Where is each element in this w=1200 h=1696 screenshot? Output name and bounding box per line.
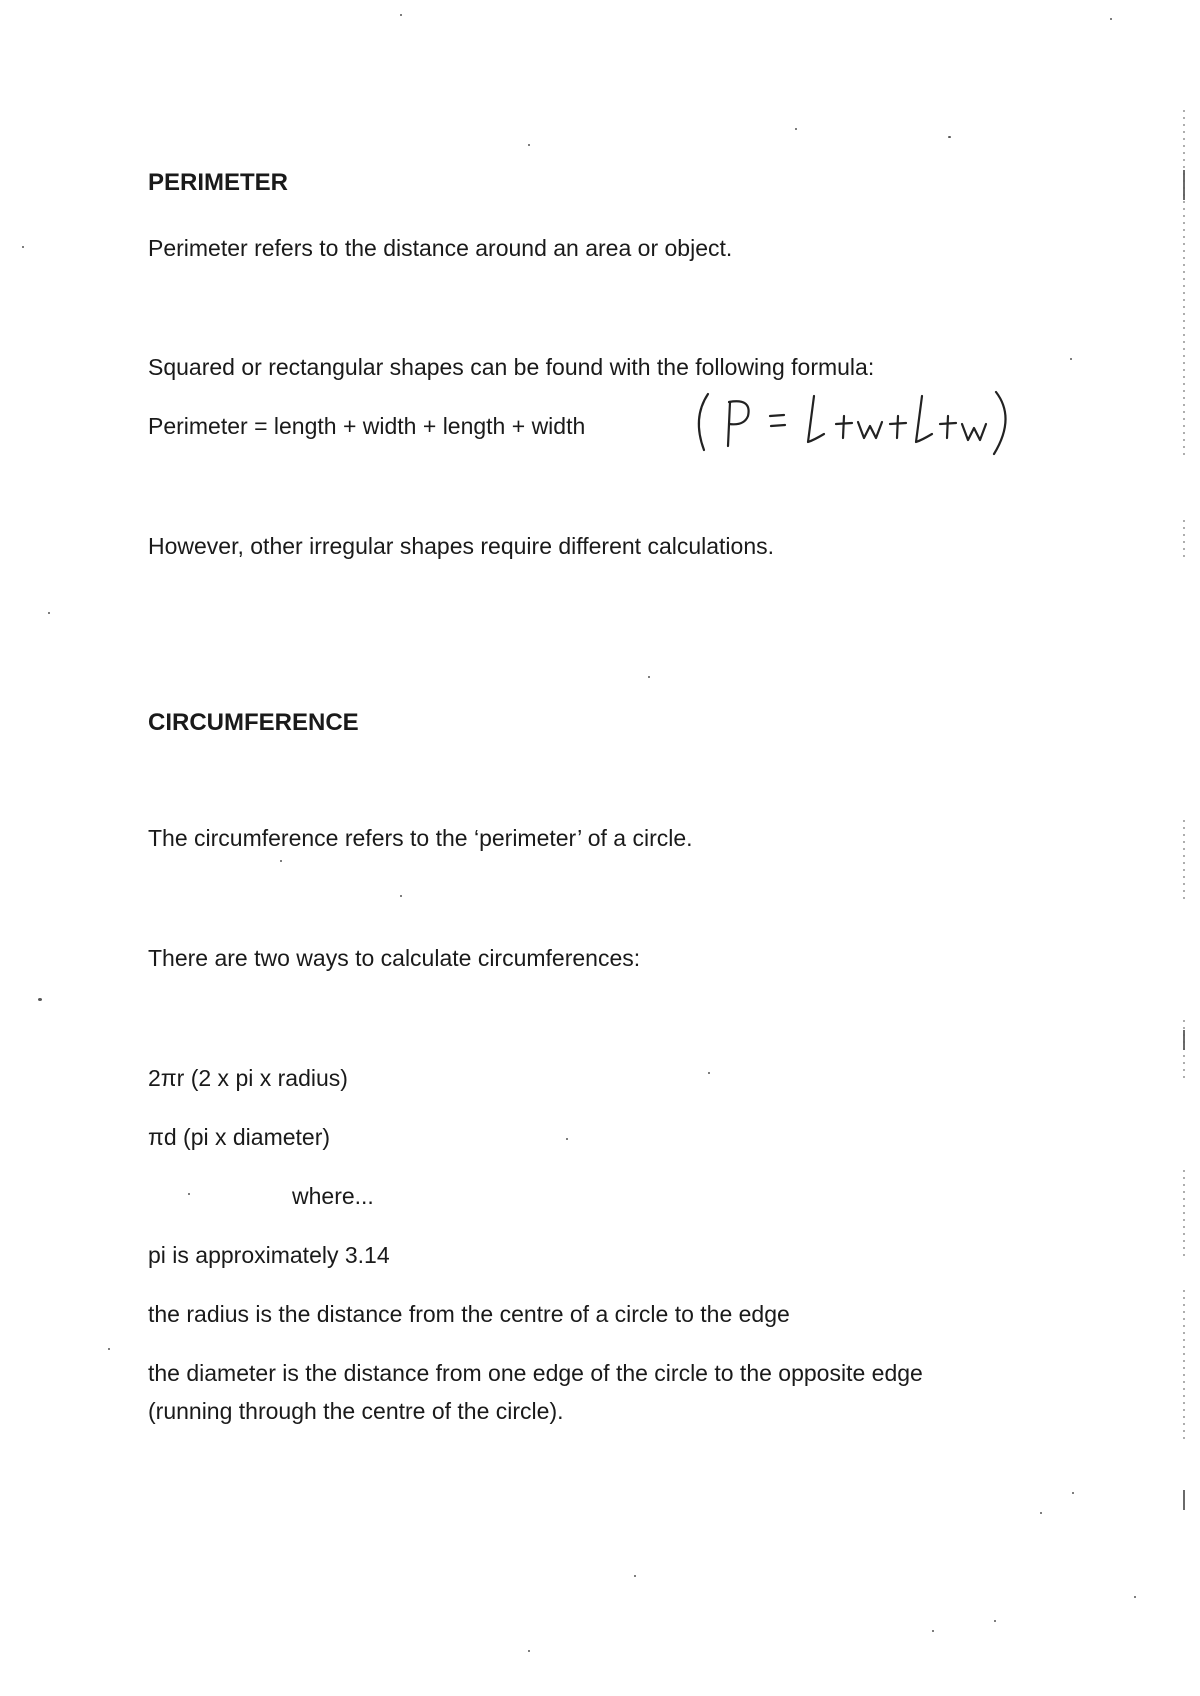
perimeter-definition: Perimeter refers to the distance around an area or object. [148, 235, 733, 261]
circumference-definition: The circumference refers to the ‘perimeter’ of a circle. [148, 825, 693, 851]
formula-intro: Squared or rectangular shapes can be found with the following formula: [148, 354, 875, 380]
scan-edge-marks [1182, 0, 1186, 1696]
scan-speck [48, 612, 50, 614]
scan-speck [566, 1138, 568, 1140]
scan-speck [108, 1348, 110, 1350]
scan-speck [188, 1193, 190, 1195]
scan-speck [1070, 358, 1072, 360]
perimeter-formula: Perimeter = length + width + length + width [148, 413, 586, 439]
diameter-note-line2: (running through the centre of the circle). [148, 1398, 564, 1424]
scan-speck [1040, 1512, 1042, 1514]
irregular-note: However, other irregular shapes require different calculations. [148, 533, 775, 559]
scan-speck [280, 860, 282, 862]
diameter-note-line1: the diameter is the distance from one edge of the circle to the opposite edge [148, 1360, 923, 1386]
scan-speck [528, 1650, 530, 1652]
scan-speck [528, 144, 530, 146]
pi-note: pi is approximately 3.14 [148, 1242, 390, 1268]
scan-speck [634, 1575, 636, 1577]
scan-speck [400, 14, 402, 16]
method-2pir: 2πr (2 x pi x radius) [148, 1065, 348, 1091]
handwritten-formula [690, 388, 1020, 458]
scan-speck [1110, 18, 1112, 20]
scan-speck [708, 1072, 710, 1074]
scan-speck [648, 676, 650, 678]
scan-speck [1134, 1596, 1136, 1598]
method-pid: πd (pi x diameter) [148, 1124, 331, 1150]
scan-speck [948, 136, 951, 138]
handwritten-formula-text: (P = l+w+l+w) [690, 388, 697, 389]
circumference-heading: CIRCUMFERENCE [148, 709, 359, 736]
scan-speck [1072, 1492, 1074, 1494]
scan-speck [400, 895, 402, 897]
where-label: where... [292, 1183, 374, 1209]
scan-speck [932, 1630, 934, 1632]
scan-speck [994, 1620, 996, 1622]
perimeter-heading: PERIMETER [148, 169, 289, 196]
scan-speck [795, 128, 797, 130]
scan-speck [22, 246, 24, 248]
methods-intro: There are two ways to calculate circumferences: [148, 945, 641, 971]
radius-note: the radius is the distance from the centre of a circle to the edge [148, 1301, 790, 1327]
scan-speck [38, 998, 42, 1001]
